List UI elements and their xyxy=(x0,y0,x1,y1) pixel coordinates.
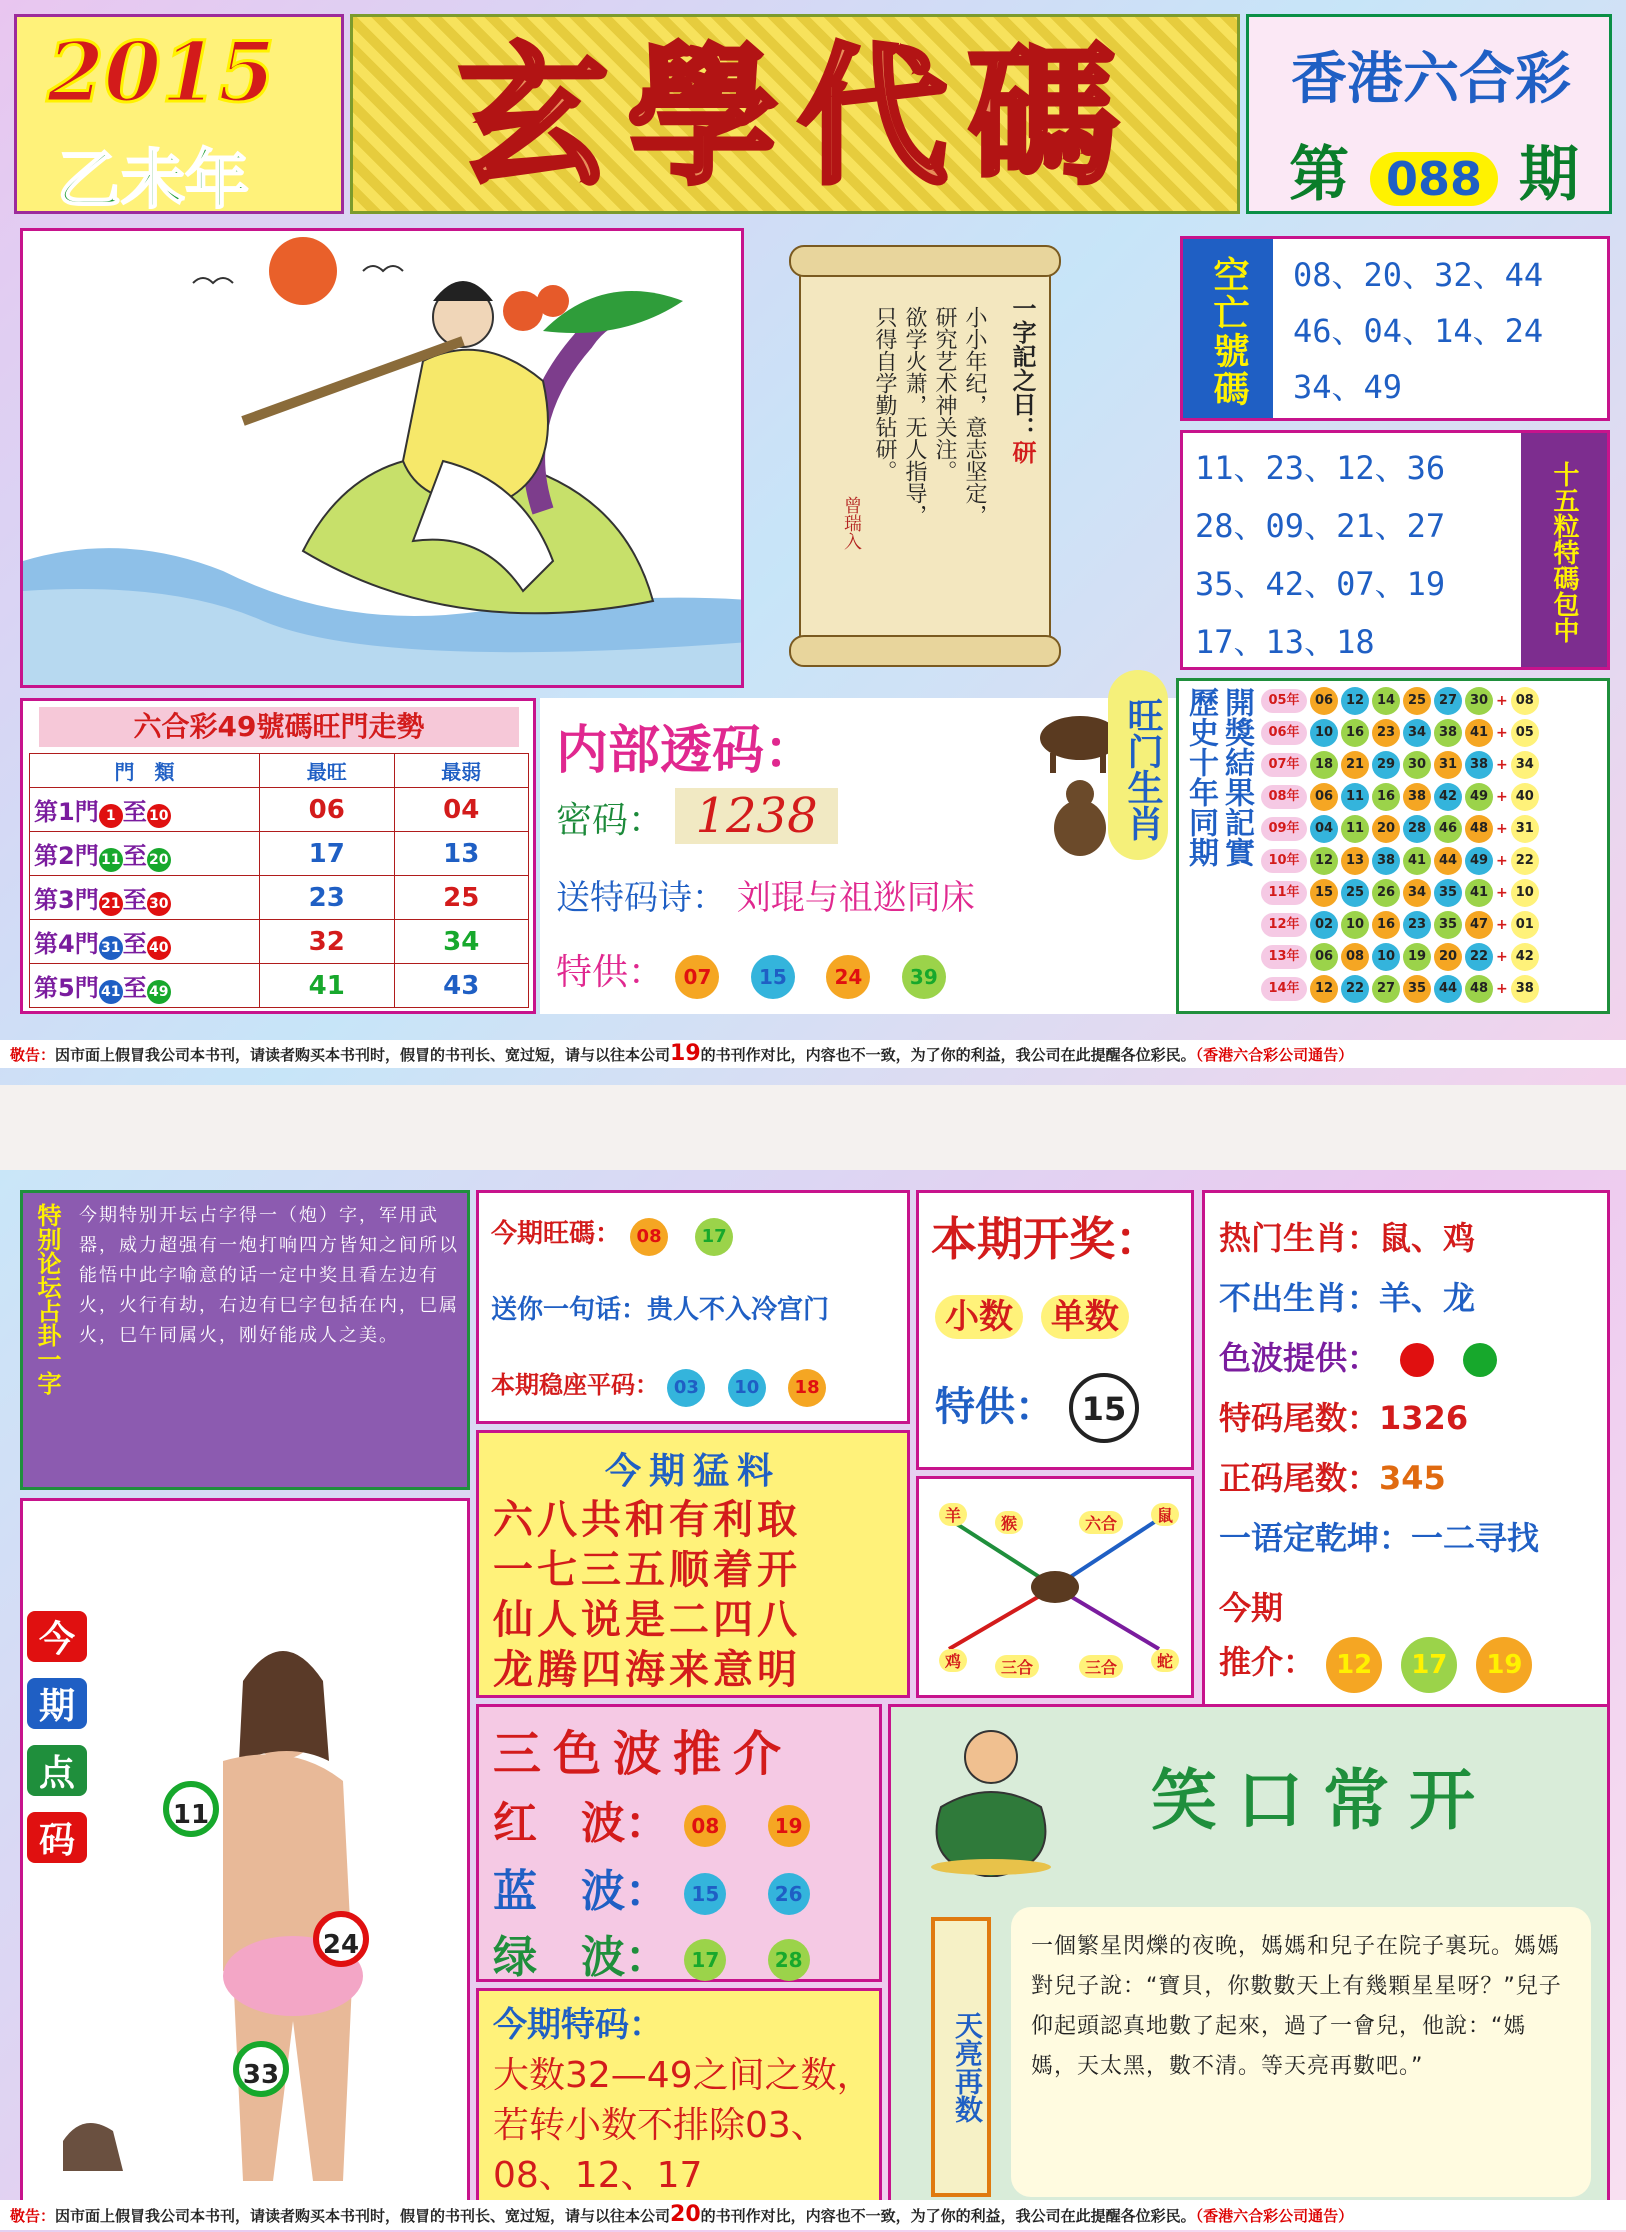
kaijiang-tg xyxy=(935,1373,1139,1443)
history-ball: 48 xyxy=(1465,975,1493,1003)
row-max: 23 xyxy=(260,876,395,920)
hz-row-7: 推介： 12 17 19 xyxy=(1219,1637,1532,1693)
row-max: 17 xyxy=(260,832,395,876)
table-row xyxy=(1261,845,1607,877)
forum-box xyxy=(20,1190,470,1490)
history-ball: 22 xyxy=(1465,943,1493,971)
tj-ball: 19 xyxy=(1476,1637,1532,1693)
row-max: 41 xyxy=(260,964,395,1008)
table-row xyxy=(30,876,529,920)
history-ball: 44 xyxy=(1434,847,1462,875)
mengliao-line: 仙人说是二四八 xyxy=(493,1597,801,1643)
history-year: 10年 xyxy=(1261,849,1307,873)
col-men: 門 類 xyxy=(30,754,260,788)
history-year: 12年 xyxy=(1261,913,1307,937)
table-row xyxy=(30,832,529,876)
table-row xyxy=(1261,717,1607,749)
wangma-label-1: 今期旺碼： xyxy=(491,1219,622,1249)
history-special: 38 xyxy=(1511,975,1539,1003)
wangma-ball: 08 xyxy=(630,1218,668,1256)
special-label: 特供： xyxy=(556,952,665,993)
history-year: 11年 xyxy=(1261,881,1307,905)
poem-seal: 曾瑞入 xyxy=(841,496,862,550)
blue-ball: 26 xyxy=(768,1873,810,1915)
wangma-row-1 xyxy=(491,1213,733,1256)
zw-item: 六合 xyxy=(1079,1511,1123,1534)
history-special: 05 xyxy=(1511,719,1539,747)
kongwang-line-3: 34、49 xyxy=(1293,368,1403,406)
issue-suffix: 期 xyxy=(1518,140,1579,210)
poem-scroll xyxy=(760,236,1090,686)
row-label: 第4門 31至 40 xyxy=(30,920,260,964)
sebo-title: 三色波推介 xyxy=(493,1726,794,1782)
table-row xyxy=(1261,973,1607,1005)
history-ball: 42 xyxy=(1434,783,1462,811)
history-ball: 46 xyxy=(1434,815,1462,843)
history-ball: 25 xyxy=(1341,879,1369,907)
te15-numbers xyxy=(1195,439,1445,671)
notice-text: 因市面上假冒我公司本书刊，请读者购买本书刊时，假冒的书刊长、宽过短，请与以往本公司 xyxy=(55,2207,671,2225)
history-ball: 06 xyxy=(1310,783,1338,811)
opt-small: 小数 xyxy=(935,1295,1023,1339)
history-ball: 30 xyxy=(1465,687,1493,715)
poem-line-4: 只得自学勤钻研。 xyxy=(872,306,897,482)
red-dot xyxy=(1400,1343,1434,1377)
hz-row-3: 色波提供： xyxy=(1219,1333,1497,1379)
row-min: 25 xyxy=(394,876,529,920)
row-min: 13 xyxy=(394,832,529,876)
hz-row-6: 一语定乾坤：一二寻找 xyxy=(1219,1519,1540,1557)
row-label: 第1門 1 至 10 xyxy=(30,788,260,832)
forum-text: 今期特别开坛占字得一（炮）字，军用武器，威力超强有一炮打响四方皆知之间所以能悟中此字喻意的话一定中奖且看左边有火，火行有劫，右边有巳字包括在内，巳属火，巳午同属火，刚好能成人之美。 xyxy=(79,1205,459,1346)
table-row xyxy=(1261,877,1607,909)
green-dot xyxy=(1463,1343,1497,1377)
history-rows xyxy=(1261,685,1607,1005)
history-ball: 19 xyxy=(1403,943,1431,971)
sebo-blue: 蓝 波： 15 26 xyxy=(493,1855,810,1919)
issue-prefix: 第 xyxy=(1289,140,1350,210)
zw-item: 三合 xyxy=(1079,1655,1123,1678)
hz-row-4: 特码尾数：1326 xyxy=(1219,1399,1469,1437)
history-ball: 49 xyxy=(1465,783,1493,811)
sebo-green: 绿 波： 17 28 xyxy=(493,1921,810,1985)
table-row xyxy=(1261,749,1607,781)
flute-player-illustration xyxy=(23,231,744,688)
red-ball: 19 xyxy=(768,1805,810,1847)
history-ball: 30 xyxy=(1403,751,1431,779)
zodiac-box xyxy=(1202,1190,1610,1710)
special-ball: 39 xyxy=(902,955,946,999)
inner-code-box xyxy=(540,698,1176,1014)
notice-bottom xyxy=(0,2200,1626,2230)
history-ball: 21 xyxy=(1341,751,1369,779)
sebo-red: 红 波： 08 19 xyxy=(493,1787,810,1851)
zw-item: 猴 xyxy=(995,1511,1023,1534)
tg-label: 特供： xyxy=(935,1384,1055,1430)
poem-heading xyxy=(1005,296,1040,596)
row-max: 06 xyxy=(260,788,395,832)
blue-ball: 15 xyxy=(684,1873,726,1915)
inner-title: 内部透码： xyxy=(556,721,817,781)
special-ball: 07 xyxy=(675,955,719,999)
notice-company: （香港六合彩公司通告） xyxy=(1195,1046,1354,1064)
history-ball: 34 xyxy=(1403,879,1431,907)
history-ball: 48 xyxy=(1465,815,1493,843)
tj-ball: 17 xyxy=(1401,1637,1457,1693)
row-label: 第3門 21至 30 xyxy=(30,876,260,920)
pwd-value: 1238 xyxy=(675,788,837,844)
plus-sign: + xyxy=(1496,981,1508,997)
history-ball: 26 xyxy=(1372,879,1400,907)
plus-sign: + xyxy=(1496,821,1508,837)
te15-line-1: 11、23、12、36 xyxy=(1195,449,1446,487)
history-year: 08年 xyxy=(1261,785,1307,809)
special-row xyxy=(556,944,946,999)
poem-line-1: 小小年纪，意志坚定， xyxy=(962,306,987,526)
plus-sign: + xyxy=(1496,725,1508,741)
history-special: 10 xyxy=(1511,879,1539,907)
mengliao-line: 龙腾四海来意明 xyxy=(493,1647,801,1693)
kongwang-line-1: 08、20、32、44 xyxy=(1293,256,1544,294)
table-row xyxy=(1261,685,1607,717)
notice-label: 敬告： xyxy=(10,2207,56,2225)
wangma-text-2: 贵人不入冷宫门 xyxy=(647,1295,830,1325)
history-ball: 38 xyxy=(1434,719,1462,747)
history-special: 42 xyxy=(1511,943,1539,971)
poem-heading-text: 一字記之日： xyxy=(1008,296,1036,440)
kongwang-box xyxy=(1180,236,1610,421)
history-ball: 06 xyxy=(1310,943,1338,971)
hot-table xyxy=(29,753,529,1008)
kaijiang-box xyxy=(916,1190,1194,1470)
model-label-2: 期 xyxy=(27,1678,87,1729)
history-ball: 20 xyxy=(1372,815,1400,843)
history-label: 歷史十年同期 xyxy=(1183,687,1218,867)
history-ball: 11 xyxy=(1341,783,1369,811)
hz-row-5: 正码尾数：345 xyxy=(1219,1459,1446,1497)
history-ball: 35 xyxy=(1434,879,1462,907)
tema-box xyxy=(476,1988,882,2214)
history-special: 31 xyxy=(1511,815,1539,843)
green-ball: 17 xyxy=(684,1939,726,1981)
history-ball: 41 xyxy=(1403,847,1431,875)
table-row xyxy=(1261,909,1607,941)
tg-ball: 15 xyxy=(1069,1373,1139,1443)
col-min: 最弱 xyxy=(394,754,529,788)
history-ball: 27 xyxy=(1434,687,1462,715)
tj-ball: 12 xyxy=(1326,1637,1382,1693)
kongwang-label: 空亡號碼 xyxy=(1183,239,1273,418)
wangmen-label: 旺门生肖 xyxy=(1108,670,1168,860)
history-special: 40 xyxy=(1511,783,1539,811)
table-row xyxy=(1261,781,1607,813)
row-min: 43 xyxy=(394,964,529,1008)
poem-heading-key: 研 xyxy=(1008,440,1036,464)
poem-row xyxy=(556,870,975,919)
joke-text: 一個繁星閃爍的夜晚，媽媽和兒子在院子裏玩。媽媽對兒子說：“寶貝，你數數天上有幾顆星星呀？”兒子仰起頭認真地數了起來，過了一會兒，他說：“媽媽，天太黑，數不清。等天亮再數吧。” xyxy=(1011,1907,1591,2197)
history-ball: 16 xyxy=(1372,911,1400,939)
model-ball: 24 xyxy=(313,1911,369,1967)
forum-label: 特别论坛占卦一字 xyxy=(33,1203,61,1395)
history-ball: 25 xyxy=(1403,687,1431,715)
notice-top xyxy=(0,1040,1626,1068)
col-max: 最旺 xyxy=(260,754,395,788)
history-ball: 12 xyxy=(1341,687,1369,715)
history-ball: 38 xyxy=(1465,751,1493,779)
tema-text: 大数32—49之间之数，若转小数不排除03、08、12、17 xyxy=(493,2055,873,2196)
history-ball: 28 xyxy=(1403,815,1431,843)
wangma-row-2 xyxy=(491,1289,829,1326)
row-min: 34 xyxy=(394,920,529,964)
plus-sign: + xyxy=(1496,789,1508,805)
history-ball: 49 xyxy=(1465,847,1493,875)
te15-line-3: 35、42、07、19 xyxy=(1195,565,1446,603)
row-label: 第5門 41至 49 xyxy=(30,964,260,1008)
wangma-box xyxy=(476,1190,910,1424)
history-year: 13年 xyxy=(1261,945,1307,969)
history-year: 14年 xyxy=(1261,977,1307,1001)
row-label: 第2門 11至 20 xyxy=(30,832,260,876)
history-ball: 38 xyxy=(1403,783,1431,811)
history-ball: 35 xyxy=(1403,975,1431,1003)
pwd-row xyxy=(556,788,838,844)
issue-number: 088 xyxy=(1370,152,1498,206)
tema-title: 今期特码： xyxy=(493,2005,663,2045)
hot-table-title: 六合彩49號碼旺門走勢 xyxy=(39,707,519,747)
hot-table-box xyxy=(20,698,536,1014)
title-banner xyxy=(350,14,1240,214)
table-row xyxy=(30,788,529,832)
poem-row-label: 送特码诗： xyxy=(556,878,726,918)
wangma-ball: 17 xyxy=(695,1218,733,1256)
opt-odd: 单数 xyxy=(1041,1295,1129,1339)
notice-company: （香港六合彩公司通告） xyxy=(1195,2207,1354,2225)
history-year: 05年 xyxy=(1261,689,1307,713)
zw-item: 蛇 xyxy=(1151,1649,1179,1672)
history-ball: 35 xyxy=(1434,911,1462,939)
notice-text2: 的书刊作对比，内容也不一致，为了你的利益，我公司在此提醒各位彩民。 xyxy=(700,1046,1196,1064)
history-ball: 29 xyxy=(1372,751,1400,779)
history-year: 07年 xyxy=(1261,753,1307,777)
zw-item: 三合 xyxy=(995,1655,1039,1678)
joke-box xyxy=(888,1704,1610,2214)
zw-item: 羊 xyxy=(939,1503,967,1526)
history-ball: 12 xyxy=(1310,975,1338,1003)
mengliao-lines xyxy=(493,1495,801,1695)
history-ball: 13 xyxy=(1341,847,1369,875)
special-ball: 15 xyxy=(751,955,795,999)
notice-label: 敬告： xyxy=(10,1046,56,1064)
history-ball: 10 xyxy=(1341,911,1369,939)
history-ball: 08 xyxy=(1341,943,1369,971)
special-ball: 24 xyxy=(826,955,870,999)
kongwang-numbers xyxy=(1293,247,1543,415)
kaijiang-opts xyxy=(935,1289,1129,1338)
hz-row-2: 不出生肖：羊、龙 xyxy=(1219,1279,1476,1317)
history-ball: 20 xyxy=(1434,943,1462,971)
poem-line-2: 研究艺术神关注。 xyxy=(932,306,957,482)
notice-num: 19 xyxy=(670,1041,701,1066)
history-ball: 23 xyxy=(1372,719,1400,747)
main-title: 玄學代碼 xyxy=(457,29,1138,205)
history-ball: 27 xyxy=(1372,975,1400,1003)
table-row xyxy=(1261,813,1607,845)
model-ball: 11 xyxy=(163,1781,219,1837)
mengliao-line: 一七三五顺着开 xyxy=(493,1547,801,1593)
history-ball: 12 xyxy=(1310,847,1338,875)
history-special: 22 xyxy=(1511,847,1539,875)
plus-sign: + xyxy=(1496,853,1508,869)
history-ball: 18 xyxy=(1310,751,1338,779)
history-ball: 41 xyxy=(1465,879,1493,907)
model-label-4: 码 xyxy=(27,1812,87,1863)
table-row xyxy=(30,964,529,1008)
history-label2: 開獎結果記實 xyxy=(1219,687,1254,867)
wangma-label-2: 送你一句话： xyxy=(491,1295,648,1325)
wangma-ball: 18 xyxy=(788,1369,826,1407)
year-text: 2015 xyxy=(47,25,276,121)
poem-row-text: 刘琨与祖逖同床 xyxy=(736,878,975,918)
bottom-page xyxy=(0,1170,1626,2232)
zw-item: 鸡 xyxy=(939,1649,967,1672)
history-ball: 10 xyxy=(1372,943,1400,971)
row-max: 32 xyxy=(260,920,395,964)
pwd-label: 密码： xyxy=(556,800,665,841)
history-ball: 04 xyxy=(1310,815,1338,843)
sebo-box xyxy=(476,1704,882,1982)
history-ball: 06 xyxy=(1310,687,1338,715)
year-sub: 乙未年 xyxy=(57,144,249,218)
mengliao-box xyxy=(476,1430,910,1698)
history-ball: 02 xyxy=(1310,911,1338,939)
wangma-ball: 03 xyxy=(667,1369,705,1407)
history-ball: 47 xyxy=(1465,911,1493,939)
brand-box xyxy=(1246,14,1612,214)
history-ball: 38 xyxy=(1372,847,1400,875)
plus-sign: + xyxy=(1496,917,1508,933)
notice-text2: 的书刊作对比，内容也不一致，为了你的利益，我公司在此提醒各位彩民。 xyxy=(700,2207,1196,2225)
kaijiang-title: 本期开奖： xyxy=(931,1212,1161,1266)
row-min: 04 xyxy=(394,788,529,832)
money-bag-icon xyxy=(921,1717,1061,1877)
te15-box xyxy=(1180,430,1610,670)
history-ball: 11 xyxy=(1341,815,1369,843)
plus-sign: + xyxy=(1496,949,1508,965)
model-ball: 33 xyxy=(233,2041,289,2097)
table-row xyxy=(30,920,529,964)
history-ball: 23 xyxy=(1403,911,1431,939)
year-box xyxy=(14,14,344,218)
history-ball: 34 xyxy=(1403,719,1431,747)
model-label-1: 今 xyxy=(27,1611,87,1662)
model-side-label xyxy=(27,1611,87,1863)
history-special: 34 xyxy=(1511,751,1539,779)
mengliao-title: 今期猛料 xyxy=(604,1451,781,1492)
history-ball: 16 xyxy=(1372,783,1400,811)
history-ball: 22 xyxy=(1341,975,1369,1003)
kongwang-line-2: 46、04、14、24 xyxy=(1293,312,1544,350)
te15-line-4: 17、13、18 xyxy=(1195,623,1375,661)
plus-sign: + xyxy=(1496,757,1508,773)
green-ball: 28 xyxy=(768,1939,810,1981)
mengliao-line: 六八共和有利取 xyxy=(493,1497,801,1543)
history-ball: 31 xyxy=(1434,751,1462,779)
hz-row-7a: 今期 xyxy=(1219,1589,1284,1627)
history-special: 08 xyxy=(1511,687,1539,715)
zodiac-wheel xyxy=(916,1476,1194,1698)
plus-sign: + xyxy=(1496,693,1508,709)
model-label-3: 点 xyxy=(27,1745,87,1796)
history-special: 01 xyxy=(1511,911,1539,939)
hot-table-header xyxy=(30,754,529,788)
table-row xyxy=(1261,941,1607,973)
joke-title: 笑口常开 xyxy=(1151,1762,1495,1839)
history-box xyxy=(1176,678,1610,1014)
hz-row-1: 热门生肖：鼠、鸡 xyxy=(1219,1219,1476,1257)
history-ball: 15 xyxy=(1310,879,1338,907)
red-ball: 08 xyxy=(684,1805,726,1847)
te15-line-2: 28、09、21、27 xyxy=(1195,507,1446,545)
brand-name: 香港六合彩 xyxy=(1291,47,1571,112)
history-year: 06年 xyxy=(1261,721,1307,745)
history-ball: 16 xyxy=(1341,719,1369,747)
history-ball: 14 xyxy=(1372,687,1400,715)
zw-item: 鼠 xyxy=(1151,1503,1179,1526)
illustration-panel xyxy=(20,228,744,688)
history-ball: 41 xyxy=(1465,719,1493,747)
model-illustration xyxy=(23,1501,470,2218)
top-page xyxy=(0,0,1626,1085)
wangma-label-3: 本期稳座平码： xyxy=(491,1371,659,1399)
issue-line xyxy=(1269,127,1599,213)
model-panel xyxy=(20,1498,470,2218)
poem-line-3: 欲学火萧，无人指导， xyxy=(902,306,927,526)
notice-num: 20 xyxy=(670,2202,701,2227)
joke-side: 天亮再数 xyxy=(931,1917,991,2197)
history-ball: 44 xyxy=(1434,975,1462,1003)
notice-text: 因市面上假冒我公司本书刊，请读者购买本书刊时，假冒的书刊长、宽过短，请与以往本公司 xyxy=(55,1046,671,1064)
history-ball: 10 xyxy=(1310,719,1338,747)
wangma-ball: 10 xyxy=(728,1369,766,1407)
plus-sign: + xyxy=(1496,885,1508,901)
te15-label: 十五粒特碼包中 xyxy=(1521,433,1607,667)
wangma-row-3 xyxy=(491,1365,826,1407)
history-year: 09年 xyxy=(1261,817,1307,841)
